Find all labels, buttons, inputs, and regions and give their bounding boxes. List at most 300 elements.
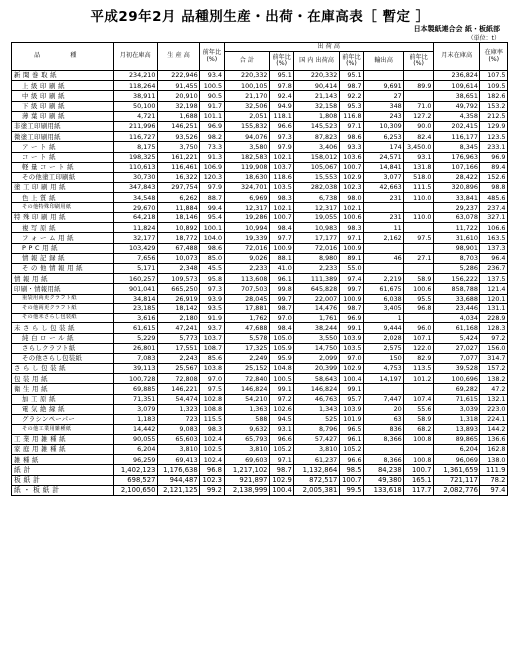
table-cell: 98.8 <box>480 183 508 193</box>
table-cell: 100.6 <box>404 284 434 294</box>
table-cell: 99.7 <box>269 294 293 304</box>
table-cell: 61,237 <box>294 455 339 465</box>
table-cell: 98.5 <box>339 465 363 475</box>
table-cell: 97.2 <box>269 394 293 404</box>
table-cell: 102.4 <box>200 455 224 465</box>
table-cell: 131.8 <box>404 162 434 172</box>
table-cell: 98.4 <box>269 223 293 233</box>
table-cell: 7,083 <box>113 353 157 363</box>
table-cell: 3,550 <box>294 333 339 343</box>
table-cell: 2,233 <box>224 263 269 273</box>
row-label: 紙 計 <box>12 465 114 475</box>
table-cell: 117.7 <box>404 485 434 495</box>
row-label: 加 工 原 紙 <box>12 394 114 404</box>
table-cell <box>404 384 434 394</box>
table-cell: 26,801 <box>113 343 157 353</box>
table-cell: 156,222 <box>433 274 480 284</box>
table-cell: 348 <box>364 101 404 111</box>
table-cell: 4,721 <box>113 111 157 121</box>
table-cell: 63 <box>364 415 404 425</box>
table-cell: 29,237 <box>433 203 480 213</box>
table-cell: 6,262 <box>157 193 199 203</box>
table-cell: 162.8 <box>480 444 508 454</box>
table-cell: 6,738 <box>294 193 339 203</box>
table-cell: 98,901 <box>433 243 480 253</box>
table-cell: 698,527 <box>113 475 157 485</box>
table-cell <box>404 71 434 81</box>
table-cell: 14,197 <box>364 374 404 384</box>
table-cell: 155,832 <box>224 121 269 131</box>
table-cell: 109,614 <box>433 81 480 91</box>
table-cell: 2,100,650 <box>113 485 157 495</box>
table-cell: 103,429 <box>113 243 157 253</box>
table-cell: 102.8 <box>200 394 224 404</box>
table-cell: 72,016 <box>294 243 339 253</box>
table-cell: 119,908 <box>224 162 269 172</box>
row-label: 未 さ ら し 包 装 紙 <box>12 323 114 333</box>
table-cell: 3,039 <box>433 404 480 414</box>
table-row <box>12 71 508 81</box>
table-cell: 96,069 <box>433 455 480 465</box>
table-cell: 5,229 <box>113 333 157 343</box>
table-cell: 7,077 <box>433 353 480 363</box>
table-row <box>12 333 508 343</box>
table-cell: 102.4 <box>200 434 224 444</box>
table-cell: 182.6 <box>480 91 508 101</box>
table-cell: 10,983 <box>294 223 339 233</box>
table-cell: 1,132,864 <box>294 465 339 475</box>
table-cell: 97.1 <box>339 233 363 243</box>
table-cell: 222,946 <box>157 71 199 81</box>
table-row <box>12 243 508 253</box>
table-cell: 146,824 <box>294 384 339 394</box>
table-cell: 98.3 <box>269 193 293 203</box>
row-label: 新 聞 巻 取 紙 <box>12 71 114 81</box>
table-cell: 93.1 <box>269 425 293 435</box>
table-cell: 1,318 <box>433 415 480 425</box>
table-cell: 97.4 <box>480 485 508 495</box>
row-label: P P C 用 紙 <box>12 243 114 253</box>
row-label: 微塗工印刷用紙 <box>12 132 114 142</box>
table-cell: 84,238 <box>364 465 404 475</box>
table-cell: 69,282 <box>433 384 480 394</box>
table-cell: 39,113 <box>113 364 157 374</box>
table-cell: 3,079 <box>113 404 157 414</box>
table-cell: 61,615 <box>113 323 157 333</box>
table-cell: 2,162 <box>364 233 404 243</box>
table-cell: 158,012 <box>294 152 339 162</box>
table-cell: 69,885 <box>113 384 157 394</box>
table-cell: 314.7 <box>480 353 508 363</box>
table-cell: 525 <box>294 415 339 425</box>
table-row <box>12 274 508 284</box>
table-cell: 10,309 <box>364 121 404 131</box>
table-cell: 58.9 <box>404 274 434 284</box>
table-cell: 1,688 <box>157 111 199 121</box>
table-cell: 157.2 <box>480 364 508 374</box>
row-label: 衛 生 用 紙 <box>12 384 114 394</box>
table-cell: 94.5 <box>269 415 293 425</box>
table-cell: 3,405 <box>364 304 404 314</box>
table-cell: 100.6 <box>339 213 363 223</box>
table-cell: 92.2 <box>339 91 363 101</box>
table-cell: 129.9 <box>480 121 508 131</box>
table-cell: 2,082,776 <box>433 485 480 495</box>
table-cell: 46 <box>364 253 404 263</box>
table-cell: 100.4 <box>339 374 363 384</box>
table-cell: 5,424 <box>433 333 480 343</box>
table-cell: 91.7 <box>200 101 224 111</box>
table-cell: 19,055 <box>294 213 339 223</box>
table-cell: 223.0 <box>480 404 508 414</box>
table-cell: 8,796 <box>294 425 339 435</box>
table-cell: 55.0 <box>339 263 363 273</box>
page-title: 平成29年2月 品種別生産・出荷・在庫高表［ 暫定 ］ <box>90 9 430 25</box>
table-cell: 71,615 <box>433 394 480 404</box>
table-cell: 2,005,381 <box>294 485 339 495</box>
table-cell: 102.6 <box>269 404 293 414</box>
table-cell <box>404 444 434 454</box>
table-cell: 131.1 <box>480 304 508 314</box>
table-cell: 55.6 <box>404 404 434 414</box>
table-cell: 11 <box>364 223 404 233</box>
table-cell: 133,618 <box>364 485 404 495</box>
table-row <box>12 284 508 294</box>
table-cell: 111,389 <box>294 274 339 284</box>
table-cell: 82.9 <box>404 353 434 363</box>
table-cell: 100.7 <box>269 213 293 223</box>
table-cell: 58.9 <box>404 415 434 425</box>
table-cell: 231 <box>364 193 404 203</box>
table-cell: 10,892 <box>157 223 199 233</box>
table-cell: 102.1 <box>269 152 293 162</box>
table-cell: 1,402,123 <box>113 465 157 475</box>
table-cell: 17,177 <box>294 233 339 243</box>
row-label: ア ー ト 紙 <box>12 142 114 152</box>
row-label: その他さらし包装紙 <box>12 353 114 363</box>
table-cell: 95.5 <box>404 294 434 304</box>
table-cell: 20,910 <box>157 91 199 101</box>
row-label: 紙 ・ 板 紙 計 <box>12 485 114 495</box>
table-row <box>12 465 508 475</box>
table-cell: 73.3 <box>200 142 224 152</box>
row-label: 非塗工印刷用紙 <box>12 121 114 131</box>
table-cell: 243 <box>364 111 404 121</box>
table-cell: 8,980 <box>294 253 339 263</box>
table-cell: 327.1 <box>480 213 508 223</box>
table-cell: 101.2 <box>404 374 434 384</box>
table-cell: 9,691 <box>364 81 404 91</box>
table-cell: 122.0 <box>404 343 434 353</box>
table-cell <box>364 444 404 454</box>
table-cell: 836 <box>364 425 404 435</box>
table-cell: 98.6 <box>200 243 224 253</box>
table-cell: 20 <box>364 404 404 414</box>
table-cell: 707,503 <box>224 284 269 294</box>
table-cell: 46,763 <box>294 394 339 404</box>
table-cell: 98.0 <box>339 193 363 203</box>
table-cell: 105,067 <box>294 162 339 172</box>
table-cell: 96.9 <box>339 313 363 323</box>
table-cell: 100.8 <box>404 455 434 465</box>
table-cell: 93.4 <box>200 71 224 81</box>
table-cell: 2,243 <box>157 353 199 363</box>
table-row <box>12 313 508 323</box>
table-cell: 11,824 <box>113 223 157 233</box>
table-cell: 93.3 <box>339 142 363 152</box>
row-label: その他工業用雑種紙 <box>12 425 114 435</box>
table-cell: 98.6 <box>339 132 363 142</box>
table-row <box>12 233 508 243</box>
table-cell: 30,730 <box>113 172 157 182</box>
table-cell: 116,461 <box>157 162 199 172</box>
table-cell: 39,528 <box>433 364 480 374</box>
table-cell: 96.6 <box>269 434 293 444</box>
row-label: 特 殊 印 刷 用 紙 <box>12 213 114 223</box>
table-cell: 93.1 <box>404 152 434 162</box>
table-cell: 109,573 <box>157 274 199 284</box>
table-cell: 63,078 <box>433 213 480 223</box>
table-cell <box>364 263 404 273</box>
table-cell: 96.6 <box>339 455 363 465</box>
table-cell: 8,175 <box>113 142 157 152</box>
table-cell: 17,881 <box>224 304 269 314</box>
table-cell: 105.2 <box>269 444 293 454</box>
table-cell: 228.9 <box>480 313 508 323</box>
table-cell: 103.8 <box>200 364 224 374</box>
table-cell: 2,028 <box>364 333 404 343</box>
table-cell: 25,567 <box>157 364 199 374</box>
table-cell: 144.2 <box>480 425 508 435</box>
table-cell: 12,317 <box>224 203 269 213</box>
table-cell: 106.6 <box>480 223 508 233</box>
table-cell: 69,603 <box>224 455 269 465</box>
table-cell: 97.1 <box>269 455 293 465</box>
table-cell: 97.0 <box>200 374 224 384</box>
table-cell: 3,580 <box>224 142 269 152</box>
table-cell: 100.7 <box>339 162 363 172</box>
table-cell: 10,994 <box>224 223 269 233</box>
table-cell: 3,810 <box>157 444 199 454</box>
table-cell: 8,703 <box>433 253 480 263</box>
table-cell: 2,138,999 <box>224 485 269 495</box>
table-cell: 234,210 <box>113 71 157 81</box>
table-cell: 34,814 <box>113 294 157 304</box>
table-cell: 85.6 <box>200 353 224 363</box>
table-cell: 8,366 <box>364 434 404 444</box>
table-cell: 7,447 <box>364 394 404 404</box>
table-cell: 161,221 <box>157 152 199 162</box>
table-cell: 120.3 <box>200 172 224 182</box>
table-cell: 2,233 <box>294 263 339 273</box>
table-cell: 220,332 <box>294 71 339 81</box>
header-exports: 輸出高 <box>364 52 404 71</box>
row-label: 電 気 絶 縁 紙 <box>12 404 114 414</box>
table-cell: 3,077 <box>364 172 404 182</box>
table-cell: 96.9 <box>480 152 508 162</box>
table-row <box>12 203 508 213</box>
table-cell: 95.7 <box>339 394 363 404</box>
table-cell: 18,146 <box>157 213 199 223</box>
table-cell: 88.7 <box>200 193 224 203</box>
table-row <box>12 172 508 182</box>
table-cell <box>364 71 404 81</box>
table-cell: 32,506 <box>224 101 269 111</box>
table-cell: 116,727 <box>113 132 157 142</box>
table-cell: 105.0 <box>269 333 293 343</box>
row-label: 工 業 用 雑 種 紙 <box>12 434 114 444</box>
table-cell: 100.1 <box>200 223 224 233</box>
table-cell: 8,366 <box>364 455 404 465</box>
table-cell <box>404 223 434 233</box>
table-cell: 107,166 <box>433 162 480 172</box>
table-cell: 14,750 <box>294 343 339 353</box>
table-cell: 100.7 <box>339 475 363 485</box>
table-cell: 921,897 <box>224 475 269 485</box>
table-cell: 3,810 <box>294 444 339 454</box>
row-label: 中 級 印 刷 紙 <box>12 91 114 101</box>
table-cell: 91.9 <box>200 313 224 323</box>
header-opening-stock: 月初在庫高 <box>113 43 157 71</box>
table-cell: 324,701 <box>224 183 269 193</box>
row-label: その他塗工印刷紙 <box>12 172 114 182</box>
table-cell: 22,007 <box>294 294 339 304</box>
table-cell: 97.5 <box>200 384 224 394</box>
row-label: 薄 葉 印 刷 紙 <box>12 111 114 121</box>
table-cell: 32,158 <box>294 101 339 111</box>
table-cell: 15,553 <box>294 172 339 182</box>
table-cell: 69,413 <box>157 455 199 465</box>
table-cell: 110.0 <box>404 213 434 223</box>
table-row <box>12 374 508 384</box>
table-cell: 2,121,125 <box>157 485 199 495</box>
table-row <box>12 263 508 273</box>
table-cell <box>404 91 434 101</box>
table-cell: 13,893 <box>433 425 480 435</box>
table-cell: 23,185 <box>113 304 157 314</box>
table-cell: 21,143 <box>294 91 339 101</box>
table-cell: 61,168 <box>433 323 480 333</box>
table-cell: 9,444 <box>364 323 404 333</box>
table-row <box>12 101 508 111</box>
table-cell: 3,406 <box>294 142 339 152</box>
table-cell: 72,840 <box>224 374 269 384</box>
table-cell: 19,286 <box>224 213 269 223</box>
table-cell: 72,808 <box>157 374 199 384</box>
table-cell: 95.8 <box>200 274 224 284</box>
row-label: 家 庭 用 雑 種 紙 <box>12 444 114 454</box>
table-cell: 4,034 <box>433 313 480 323</box>
table-cell: 102.3 <box>200 475 224 485</box>
table-cell: 89.1 <box>339 253 363 263</box>
table-cell: 11,722 <box>433 223 480 233</box>
table-cell: 237.4 <box>480 203 508 213</box>
table-cell: 96,259 <box>113 455 157 465</box>
table-cell: 50,100 <box>113 101 157 111</box>
table-cell: 96.0 <box>404 323 434 333</box>
table-cell: 116,177 <box>433 132 480 142</box>
table-cell: 5,773 <box>157 333 199 343</box>
table-cell: 156.0 <box>480 343 508 353</box>
table-cell: 31,610 <box>433 233 480 243</box>
table-cell: 347,843 <box>113 183 157 193</box>
table-cell: 3,616 <box>113 313 157 323</box>
table-cell: 115.5 <box>200 415 224 425</box>
table-row <box>12 213 508 223</box>
table-cell: 100.8 <box>404 434 434 444</box>
table-cell: 103.7 <box>269 162 293 172</box>
table-body <box>12 71 508 496</box>
table-cell: 68.2 <box>404 425 434 435</box>
table-cell: 98.3 <box>339 223 363 233</box>
table-cell: 61,675 <box>364 284 404 294</box>
table-cell <box>364 203 404 213</box>
header-row-1 <box>12 43 508 52</box>
table-row <box>12 364 508 374</box>
header-domestic-yoy: 前年比 (%) <box>339 52 363 71</box>
table-cell: 100.4 <box>269 485 293 495</box>
table-cell <box>404 313 434 323</box>
table-cell: 97.8 <box>269 81 293 91</box>
table-cell: 2,249 <box>224 353 269 363</box>
table-cell: 3,810 <box>224 444 269 454</box>
table-cell: 901,041 <box>113 284 157 294</box>
table-cell: 90.5 <box>200 91 224 101</box>
table-cell: 99.1 <box>339 384 363 394</box>
table-row <box>12 121 508 131</box>
table-cell: 121.4 <box>480 284 508 294</box>
table-cell: 47,688 <box>224 323 269 333</box>
table-cell: 1,176,638 <box>157 465 199 475</box>
table-row <box>12 193 508 203</box>
table-cell: 10,073 <box>157 253 199 263</box>
table-cell: 103.5 <box>339 343 363 353</box>
table-row <box>12 475 508 485</box>
table-cell: 82.4 <box>404 132 434 142</box>
table-cell: 100.9 <box>339 243 363 253</box>
table-cell: 54,474 <box>157 394 199 404</box>
table-cell: 103.9 <box>339 333 363 343</box>
table-cell: 236,824 <box>433 71 480 81</box>
row-label: 純 白 ロ ー ル 紙 <box>12 333 114 343</box>
table-cell: 85.0 <box>200 253 224 263</box>
table-row <box>12 455 508 465</box>
table-cell: 96.1 <box>339 434 363 444</box>
table-cell: 49,792 <box>433 101 480 111</box>
table-cell: 88.1 <box>269 253 293 263</box>
table-cell: 89.9 <box>404 81 434 91</box>
row-label: 雑 種 紙 <box>12 455 114 465</box>
header-category: 品 種 <box>12 43 114 71</box>
table-cell: 3,750 <box>157 142 199 152</box>
header-production: 生 産 高 <box>157 43 199 71</box>
table-cell <box>404 243 434 253</box>
table-cell: 94.9 <box>269 101 293 111</box>
row-label: 板 紙 計 <box>12 475 114 485</box>
table-row <box>12 183 508 193</box>
table-cell: 118.6 <box>269 172 293 182</box>
table-cell: 101.1 <box>200 111 224 121</box>
row-label: その他未さらし包装紙 <box>12 313 114 323</box>
table-row <box>12 111 508 121</box>
table-cell: 2,348 <box>157 263 199 273</box>
row-label: 情 報 記 録 紙 <box>12 253 114 263</box>
table-cell: 6,204 <box>433 444 480 454</box>
table-cell: 28,045 <box>224 294 269 304</box>
table-cell: 93.7 <box>200 323 224 333</box>
table-cell: 1 <box>364 313 404 323</box>
table-cell: 202,415 <box>433 121 480 131</box>
